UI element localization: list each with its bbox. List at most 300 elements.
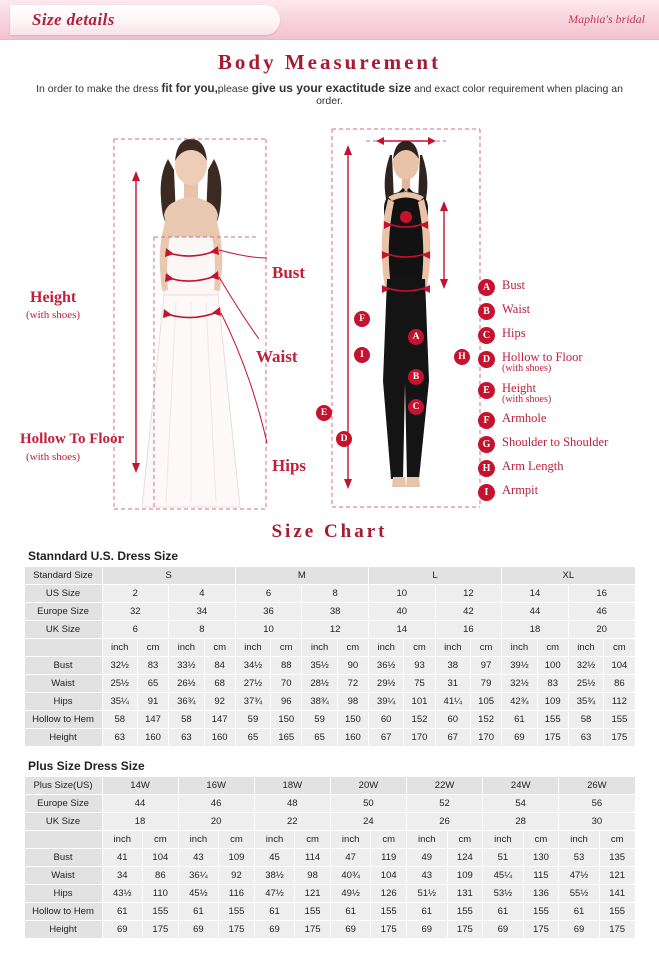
cell: 91 (137, 693, 168, 711)
group-14W: 14W (102, 777, 178, 795)
table-row (24, 729, 635, 747)
page-banner (0, 0, 659, 40)
unit-cell: cm (295, 831, 331, 849)
unit-cell: cm (523, 831, 559, 849)
cell: 58 (169, 711, 204, 729)
unit-cell: inch (254, 831, 295, 849)
table-row (24, 813, 635, 831)
marker-A: A (408, 329, 424, 345)
cell: 34 (102, 867, 143, 885)
group-26W: 26W (559, 777, 635, 795)
group-XL: XL (502, 567, 635, 585)
cell: 121 (599, 867, 635, 885)
measurement-legend (478, 279, 659, 508)
legend-label-D-main: Hollow to Floor (502, 350, 583, 364)
cell: 61 (407, 903, 448, 921)
cell: 155 (447, 903, 483, 921)
table-row (24, 885, 635, 903)
marker-E: E (316, 405, 332, 421)
table-row (24, 867, 635, 885)
cell: 86 (604, 675, 635, 693)
row-label-uk-size: UK Size (24, 813, 102, 831)
cell: 50 (330, 795, 406, 813)
cell: 40¾ (330, 867, 371, 885)
cell: 70 (271, 675, 302, 693)
cell: 61 (502, 711, 537, 729)
table-row (24, 921, 635, 939)
cell: 115 (523, 867, 559, 885)
cell: 35¾ (568, 693, 603, 711)
cell: 152 (471, 711, 502, 729)
cell: 83 (537, 675, 568, 693)
cell: 32½ (502, 675, 537, 693)
cell: 36 (235, 603, 302, 621)
cell: 63 (169, 729, 204, 747)
cell: 86 (143, 867, 179, 885)
cell: 61 (483, 903, 524, 921)
cell: 12 (435, 585, 502, 603)
cell: 4 (169, 585, 236, 603)
cell: 63 (568, 729, 603, 747)
cell: 22 (254, 813, 330, 831)
legend-label-B: Waist (502, 302, 531, 316)
cell: 96 (271, 693, 302, 711)
cell: 38¾ (302, 693, 337, 711)
group-18W: 18W (254, 777, 330, 795)
table-row (24, 711, 635, 729)
standard-table-body (24, 567, 635, 747)
standard-size-table (24, 566, 636, 747)
cell: 69 (330, 921, 371, 939)
cell: 155 (604, 711, 635, 729)
cell: 126 (371, 885, 407, 903)
unit-cell: inch (368, 639, 403, 657)
cell: 26 (407, 813, 483, 831)
unit-cell: cm (537, 639, 568, 657)
cell: 69 (559, 921, 600, 939)
cell: 104 (143, 849, 179, 867)
cell: 44 (502, 603, 569, 621)
cell: 49½ (330, 885, 371, 903)
cell: 25½ (568, 675, 603, 693)
table-row (24, 675, 635, 693)
cell: 61 (330, 903, 371, 921)
dress-leader-lines (106, 117, 306, 517)
table-row (24, 603, 635, 621)
cell: 175 (371, 921, 407, 939)
dress-label-hollow: Hollow To Floor (20, 431, 125, 447)
cell: 65 (137, 675, 168, 693)
cell: 45½ (178, 885, 219, 903)
legend-item-armpit (478, 484, 659, 501)
marker-B: B (408, 369, 424, 385)
banner-title: Size details (32, 10, 115, 29)
cell: 101 (404, 693, 435, 711)
cell: 41 (102, 849, 143, 867)
plus-group-header-label: Plus Size(US) (24, 777, 102, 795)
cell: 155 (537, 711, 568, 729)
cell: 136 (523, 885, 559, 903)
legend-bullet-H: H (478, 460, 495, 477)
table-row (24, 621, 635, 639)
row-label-us-size: US Size (24, 585, 102, 603)
legend-item-shoulder-to-shoulder (478, 436, 659, 453)
unit-cell: cm (604, 639, 635, 657)
cell: 105 (471, 693, 502, 711)
group-16W: 16W (178, 777, 254, 795)
cell: 155 (219, 903, 255, 921)
cell: 46 (178, 795, 254, 813)
cell: 58 (102, 711, 137, 729)
legend-label-D (502, 351, 583, 375)
dress-label-bust: Bust (272, 263, 306, 282)
cell: 44 (102, 795, 178, 813)
cell: 67 (368, 729, 403, 747)
cell: 33½ (169, 657, 204, 675)
cell: 98 (295, 867, 331, 885)
cell: 175 (523, 921, 559, 939)
dress-label-hollow-sub: (with shoes) (26, 451, 81, 463)
cell: 155 (523, 903, 559, 921)
instruction-part-1: In order to make the dress (36, 83, 162, 95)
legend-label-I: Armpit (502, 483, 539, 498)
legend-label-C: Hips (502, 326, 526, 340)
cell: 147 (204, 711, 235, 729)
cell: 8 (169, 621, 236, 639)
cell: 53½ (483, 885, 524, 903)
cell: 34½ (235, 657, 270, 675)
cell: 2 (102, 585, 169, 603)
cell: 14 (368, 621, 435, 639)
cell: 53 (559, 849, 600, 867)
cell: 104 (371, 867, 407, 885)
row-label-europe-size: Europe Size (24, 795, 102, 813)
group-20W: 20W (330, 777, 406, 795)
unit-cell: cm (599, 831, 635, 849)
unit-row-spacer (24, 831, 102, 849)
cell: 42 (435, 603, 502, 621)
cell: 32 (102, 603, 169, 621)
cell: 39½ (502, 657, 537, 675)
table-row (24, 567, 635, 585)
cell: 55½ (559, 885, 600, 903)
unit-cell: inch (302, 639, 337, 657)
table-row (24, 639, 635, 657)
legend-item-bust (478, 279, 659, 296)
unit-row-spacer (24, 639, 102, 657)
cell: 24 (330, 813, 406, 831)
legend-bullet-D: D (478, 351, 495, 368)
cell: 165 (271, 729, 302, 747)
table-row (24, 585, 635, 603)
row-label-hollow-to-hem: Hollow to Hem (24, 711, 102, 729)
cell: 175 (295, 921, 331, 939)
cell: 135 (599, 849, 635, 867)
row-label-waist: Waist (24, 867, 102, 885)
cell: 16 (568, 585, 635, 603)
cell: 32½ (102, 657, 137, 675)
plus-table-body (24, 777, 635, 939)
cell: 37¾ (235, 693, 270, 711)
row-label-bust: Bust (24, 849, 102, 867)
cell: 93 (404, 657, 435, 675)
cell: 25½ (102, 675, 137, 693)
dress-label-height-sub: (with shoes) (26, 309, 81, 321)
cell: 56 (559, 795, 635, 813)
table-row (24, 831, 635, 849)
legend-bullet-E: E (478, 382, 495, 399)
cell: 100 (537, 657, 568, 675)
cell: 61 (178, 903, 219, 921)
unit-cell: cm (137, 639, 168, 657)
cell: 51 (483, 849, 524, 867)
cell: 10 (368, 585, 435, 603)
unit-cell: inch (568, 639, 603, 657)
table-row (24, 849, 635, 867)
cell: 34 (169, 603, 236, 621)
unit-cell: cm (404, 639, 435, 657)
cell: 84 (204, 657, 235, 675)
cell: 12 (302, 621, 369, 639)
dress-label-height: Height (30, 289, 77, 306)
legend-label-H: Arm Length (502, 459, 564, 474)
marker-H: H (454, 349, 470, 365)
cell: 131 (447, 885, 483, 903)
cell: 72 (337, 675, 368, 693)
cell: 27½ (235, 675, 270, 693)
cell: 160 (337, 729, 368, 747)
cell: 75 (404, 675, 435, 693)
cell: 48 (254, 795, 330, 813)
cell: 47½ (559, 867, 600, 885)
row-label-hips: Hips (24, 693, 102, 711)
legend-bullet-F: F (478, 412, 495, 429)
cell: 35¼ (102, 693, 137, 711)
legend-item-armhole (478, 412, 659, 429)
cell: 83 (137, 657, 168, 675)
group-M: M (235, 567, 368, 585)
unit-cell: inch (178, 831, 219, 849)
cell: 20 (568, 621, 635, 639)
unit-cell: cm (337, 639, 368, 657)
cell: 65 (235, 729, 270, 747)
cell: 97 (471, 657, 502, 675)
legend-item-hips (478, 327, 659, 344)
cell: 39¼ (368, 693, 403, 711)
cell: 54 (483, 795, 559, 813)
cell: 121 (295, 885, 331, 903)
unit-cell: cm (371, 831, 407, 849)
legend-label-E (502, 382, 551, 406)
cell: 47½ (254, 885, 295, 903)
row-label-waist: Waist (24, 675, 102, 693)
group-L: L (368, 567, 501, 585)
cell: 175 (447, 921, 483, 939)
legend-label-D-sub: (with shoes) (502, 363, 552, 375)
marker-C: C (408, 399, 424, 415)
cell: 170 (471, 729, 502, 747)
cell: 10 (235, 621, 302, 639)
cell: 88 (271, 657, 302, 675)
cell: 116 (219, 885, 255, 903)
cell: 61 (102, 903, 143, 921)
row-label-height: Height (24, 729, 102, 747)
cell: 147 (137, 711, 168, 729)
model-illustration (326, 111, 486, 519)
cell: 16 (435, 621, 502, 639)
unit-cell: inch (102, 831, 143, 849)
cell: 42¾ (502, 693, 537, 711)
body-measurement-instruction (0, 81, 659, 107)
cell: 8 (302, 585, 369, 603)
cell: 6 (235, 585, 302, 603)
row-label-height: Height (24, 921, 102, 939)
cell: 109 (219, 849, 255, 867)
group-22W: 22W (407, 777, 483, 795)
cell: 6 (102, 621, 169, 639)
cell: 160 (204, 729, 235, 747)
size-chart-title: Size Chart (271, 521, 388, 542)
row-label-hollow-to-hem: Hollow to Hem (24, 903, 102, 921)
unit-cell: cm (271, 639, 302, 657)
legend-item-hollow-to-floor (478, 351, 659, 375)
marker-D: D (336, 431, 352, 447)
model-top-marker-dot (400, 211, 412, 223)
cell: 61 (559, 903, 600, 921)
cell: 152 (404, 711, 435, 729)
unit-cell: inch (235, 639, 270, 657)
cell: 160 (137, 729, 168, 747)
marker-I: I (354, 347, 370, 363)
cell: 130 (523, 849, 559, 867)
legend-item-height (478, 382, 659, 406)
row-label-hips: Hips (24, 885, 102, 903)
unit-cell: inch (502, 639, 537, 657)
plus-table-heading: Plus Size Dress Size (28, 759, 145, 773)
cell: 38½ (254, 867, 295, 885)
instruction-emphasis-1: fit for you, (161, 83, 218, 95)
cell: 69 (502, 729, 537, 747)
cell: 28 (483, 813, 559, 831)
marker-F: F (354, 311, 370, 327)
cell: 69 (178, 921, 219, 939)
table-row (24, 903, 635, 921)
table-row (24, 777, 635, 795)
cell: 175 (143, 921, 179, 939)
instruction-part-2: please (217, 83, 252, 95)
cell: 61 (254, 903, 295, 921)
legend-bullet-B: B (478, 303, 495, 320)
row-label-europe-size: Europe Size (24, 603, 102, 621)
body-measurement-title: Body Measurement (217, 50, 442, 74)
cell: 112 (604, 693, 635, 711)
dress-label-waist: Waist (256, 347, 298, 366)
cell: 69 (483, 921, 524, 939)
cell: 26½ (169, 675, 204, 693)
figures-area (6, 111, 653, 521)
cell: 38 (302, 603, 369, 621)
group-24W: 24W (483, 777, 559, 795)
table-row (24, 693, 635, 711)
cell: 46 (568, 603, 635, 621)
cell: 58 (568, 711, 603, 729)
legend-bullet-C: C (478, 327, 495, 344)
plus-size-table (24, 776, 636, 939)
cell: 65 (302, 729, 337, 747)
cell: 14 (502, 585, 569, 603)
instruction-emphasis-2: give us your exactitude size (251, 81, 412, 95)
cell: 40 (368, 603, 435, 621)
cell: 170 (404, 729, 435, 747)
cell: 90 (337, 657, 368, 675)
cell: 155 (295, 903, 331, 921)
cell: 60 (435, 711, 470, 729)
cell: 43 (178, 849, 219, 867)
cell: 114 (295, 849, 331, 867)
unit-cell: inch (483, 831, 524, 849)
legend-bullet-A: A (478, 279, 495, 296)
unit-cell: cm (143, 831, 179, 849)
cell: 36¾ (169, 693, 204, 711)
legend-label-E-main: Height (502, 380, 537, 395)
cell: 92 (219, 867, 255, 885)
brand-watermark: Maphia's bridal (568, 12, 645, 26)
unit-cell: cm (219, 831, 255, 849)
cell: 43½ (102, 885, 143, 903)
cell: 110 (143, 885, 179, 903)
instruction-part-3: and exact color requirement when placing an order. (316, 83, 623, 107)
cell: 155 (143, 903, 179, 921)
cell: 175 (604, 729, 635, 747)
cell: 119 (371, 849, 407, 867)
cell: 51½ (407, 885, 448, 903)
cell: 32½ (568, 657, 603, 675)
unit-cell: cm (204, 639, 235, 657)
cell: 31 (435, 675, 470, 693)
cell: 155 (599, 903, 635, 921)
cell: 36½ (368, 657, 403, 675)
legend-label-F: Armhole (502, 411, 547, 426)
cell: 175 (537, 729, 568, 747)
cell: 43 (407, 867, 448, 885)
cell: 79 (471, 675, 502, 693)
cell: 20 (178, 813, 254, 831)
cell: 45 (254, 849, 295, 867)
cell: 60 (368, 711, 403, 729)
table-row (24, 657, 635, 675)
cell: 28½ (302, 675, 337, 693)
legend-bullet-I: I (478, 484, 495, 501)
cell: 59 (235, 711, 270, 729)
cell: 155 (371, 903, 407, 921)
cell: 36¼ (178, 867, 219, 885)
cell: 150 (271, 711, 302, 729)
cell: 18 (102, 813, 178, 831)
cell: 63 (102, 729, 137, 747)
cell: 104 (604, 657, 635, 675)
cell: 98 (337, 693, 368, 711)
legend-item-arm-length (478, 460, 659, 477)
unit-cell: inch (330, 831, 371, 849)
dress-label-hips: Hips (272, 456, 307, 475)
cell: 18 (502, 621, 569, 639)
legend-label-A: Bust (502, 278, 525, 292)
cell: 69 (102, 921, 143, 939)
unit-cell: inch (169, 639, 204, 657)
legend-label-G: Shoulder to Shoulder (502, 435, 609, 450)
unit-cell: cm (471, 639, 502, 657)
cell: 92 (204, 693, 235, 711)
